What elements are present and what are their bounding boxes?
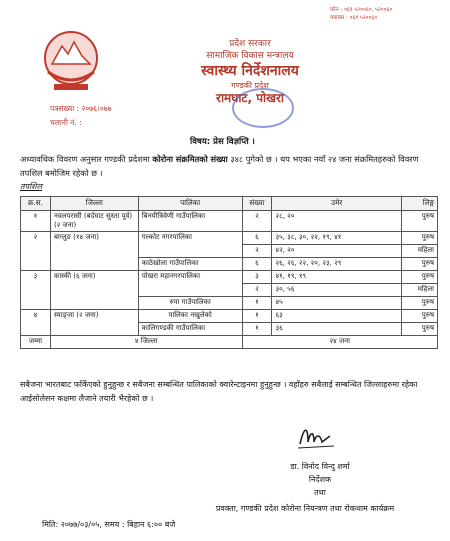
intro-bold: कोरोना संक्रमितको संख्या (152, 154, 228, 164)
cell-sex: पुरुष (402, 211, 438, 232)
cell-sex: पुरुष (402, 297, 438, 310)
cases-table (20, 196, 438, 349)
date-line: मिति: २०७७/०३/०५, समय : बिहान ६:०० बजे (42, 520, 176, 529)
fax-line: फ्याक्स : ०६१ ५२००६० (330, 15, 378, 21)
signer-name: डा. विनोद विन्दु शर्मा (290, 462, 350, 471)
dispatch-number: चलानी नं. : (50, 118, 82, 127)
cell-serial: १ (21, 211, 51, 232)
cell-palika: पालिका नखुलेको (138, 310, 242, 323)
ref-number: पत्रसंख्या : २०७६।०७७ (50, 104, 112, 113)
cell-sex: पुरुष (402, 232, 438, 245)
cell-age: ३५, ३८, ३०, २२, १९, ४१ (272, 232, 402, 245)
signer-and: तथा (314, 488, 326, 497)
cell-count: २ (242, 245, 272, 258)
cell-palika: कालिगण्डकी गाउँपालिका (138, 323, 242, 336)
cell-serial: ३ (21, 271, 51, 310)
cell-sex: पुरुष (402, 271, 438, 284)
cell-palika: रुपा गाउँपालिका (138, 297, 242, 310)
cell-count: ६ (242, 232, 272, 245)
phone-line: फोन : ०६१ ५२००६०, ५२००६० (330, 7, 393, 13)
cell-count: १ (242, 323, 272, 336)
signer-title: निर्देशक (308, 475, 332, 484)
cell-age: ४२, २० (272, 245, 402, 258)
org-government: प्रदेश सरकार (229, 39, 271, 49)
total-label: जम्मा (21, 336, 51, 349)
col-count: संख्या (242, 197, 272, 211)
cell-age: ४५ (272, 297, 402, 310)
cell-count: १ (242, 297, 272, 310)
cell-age: ३६ (272, 323, 402, 336)
org-province: गण्डकी प्रदेश (231, 81, 269, 90)
org-ministry: सामाजिक विकास मन्त्रालय (206, 51, 294, 61)
cell-age: ६३ (272, 310, 402, 323)
details-label: तपशिल (20, 182, 43, 191)
cell-district: नवलपरासी (बर्दघाट सुस्ता पूर्व) (२ जना) (50, 211, 138, 232)
table-row (21, 271, 438, 284)
cell-age: २६, २६, २२, २०, २३, २९ (272, 258, 402, 271)
col-sex: लिङ्ग (402, 197, 438, 211)
col-palika: पालिका (138, 197, 242, 211)
col-serial: क्र.स. (21, 197, 51, 211)
nepal-emblem-icon (40, 28, 102, 94)
contact-block (330, 6, 440, 22)
total-cases: २४ जना (242, 336, 438, 349)
cell-count: १ (242, 310, 272, 323)
table-row (21, 310, 438, 323)
cell-age: २८, २० (272, 211, 402, 232)
cell-count: २ (242, 284, 272, 297)
cell-sex: महिला (402, 284, 438, 297)
cell-palika: बिनयीत्रिवेणी गाउँपालिका (138, 211, 242, 232)
cell-palika: काठेखोला गाउँपालिका (138, 258, 242, 271)
cell-serial: ४ (21, 310, 51, 336)
cell-count: २ (242, 211, 272, 232)
cell-sex: पुरुष (402, 258, 438, 271)
cell-palika: गल्कोट नगरपालिका (138, 232, 242, 258)
table-header-row (21, 197, 438, 211)
cell-count: ६ (242, 258, 272, 271)
cell-age: ४१, १९, १९ (272, 271, 402, 284)
cell-serial: २ (21, 232, 51, 271)
intro-text-1: अध्यावधिक विवरण अनुसार गण्डकी प्रदेशमा (20, 154, 153, 164)
org-directorate: स्वास्थ्य निर्देशनालय (201, 63, 299, 79)
org-address: रामघाट, पोखरा (216, 91, 284, 105)
cell-sex: पुरुष (402, 323, 438, 336)
intro-paragraph (20, 152, 440, 180)
signature-icon (296, 422, 336, 452)
cell-sex: पुरुष (402, 310, 438, 323)
cell-palika: पोखरा महानगरपालिका (138, 271, 242, 297)
table-row (21, 232, 438, 245)
table-row (21, 211, 438, 232)
intro-text-2: ३४८ पुगेको छ । थप भएका नयाँ २४ जना संक्रमितहरुको विवरण तपशिल बमोजिम रहेको छ । (20, 154, 419, 178)
cell-district: कास्की (६ जना) (50, 271, 138, 310)
office-stamp (232, 88, 294, 128)
table-total-row (21, 336, 438, 349)
cell-age: ३०, ५६ (272, 284, 402, 297)
cell-sex: महिला (402, 245, 438, 258)
signer-block (250, 460, 390, 499)
col-age: उमेर (272, 197, 402, 211)
closing-paragraph: सबैजना भारतबाट फर्किएको हुनुहुन्छ र सबैजना सम्बन्धित पालिकाको क्वारेन्टाइनमा हुनुहुन्छ । वहाँहरु सबैलाई सम्बन्धित जिल्लाहरुमा रहेका आईसोलेसन कक्षमा लैजाने तयारी भैरहेको छ । (20, 380, 418, 403)
cell-district: स्याङ्जा (२ जना) (50, 310, 138, 336)
cell-district: बाग्लुङ (१४ जना) (50, 232, 138, 271)
col-district: जिल्ला (50, 197, 138, 211)
subject-line: विषय: प्रेस विज्ञप्ति । (190, 137, 255, 147)
total-districts: ४ जिल्ला (50, 336, 242, 349)
reference-numbers (50, 102, 112, 130)
signer-role: प्रवक्ता, गण्डकी प्रदेश कोरोना नियन्त्रण तथा रोकथाम कार्यक्रम (215, 504, 395, 513)
cell-count: ३ (242, 271, 272, 284)
